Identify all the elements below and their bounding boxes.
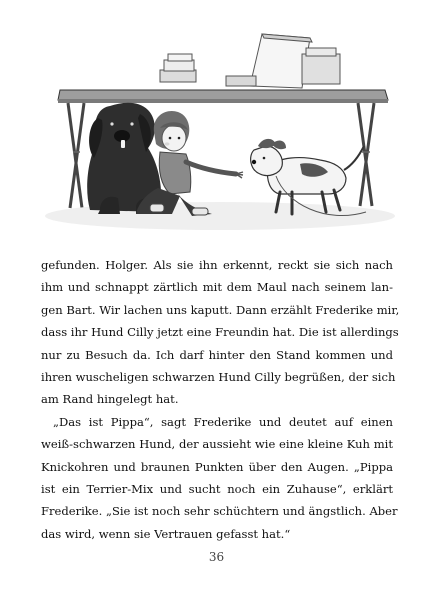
text-line: Knickohren und braunen Punkten über den Augen. „Pippa xyxy=(41,459,393,474)
text-line: ihm und schnappt zärtlich mit dem Maul nach seinem lan- xyxy=(41,280,393,295)
text-line: ist ein Terrier-Mix und sucht noch ein Zuhause“, erklärt xyxy=(41,481,393,496)
table-items xyxy=(160,34,340,88)
text-line: gen Bart. Wir lachen uns kaputt. Dann erzählt Frederike mir, xyxy=(41,302,400,317)
text-line: gefunden. Holger. Als sie ihn erkennt, reckt sie sich nach xyxy=(41,258,393,272)
text-line: das wird, wenn sie Vertrauen gefasst hat.“ xyxy=(41,526,291,541)
body-text xyxy=(41,254,400,545)
text-line: „Das ist Pippa“, sagt Frederike und deutet auf einen xyxy=(53,414,393,429)
text-line: weiß-schwarzen Hund, der aussieht wie eine kleine Kuh mit xyxy=(41,437,393,452)
text-line: ihren wuscheligen schwarzen Hund Cilly begrüßen, der sich xyxy=(41,369,396,384)
text-line: dass ihr Hund Cilly jetzt eine Freundin hat. Die ist allerdings xyxy=(41,325,399,340)
illustration xyxy=(40,28,400,238)
under-table-scene xyxy=(40,28,400,238)
text-line: Frederike. „Sie ist noch sehr schüchtern und ängstlich. Aber xyxy=(41,504,398,519)
text-line: am Rand hingelegt hat. xyxy=(41,392,179,407)
page-number: 36 xyxy=(208,550,225,564)
text-line: nur zu Besuch da. Ich darf hinter den Stand kommen und xyxy=(41,347,393,362)
